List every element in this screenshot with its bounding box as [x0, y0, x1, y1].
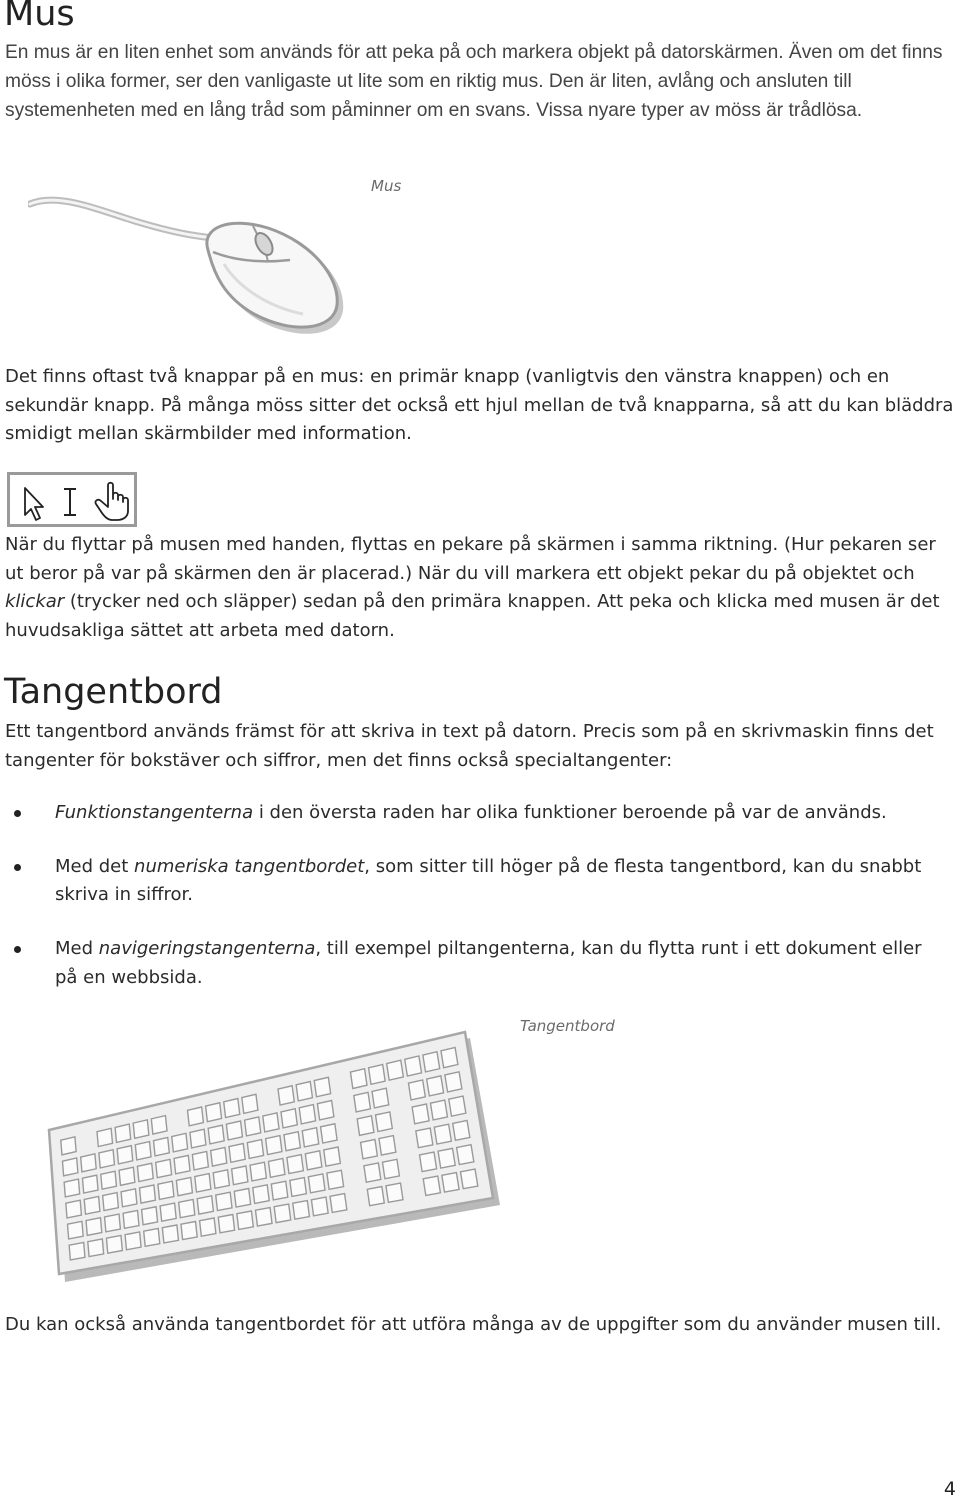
keyboard-key	[218, 1215, 234, 1233]
mouse-illustration	[28, 192, 358, 342]
keyboard-key	[423, 1176, 440, 1195]
keyboard-key	[208, 1125, 224, 1144]
keyboard-key	[330, 1194, 347, 1213]
keyboard-key	[405, 1056, 422, 1076]
list-item	[0, 935, 945, 992]
bullet-icon	[14, 946, 21, 953]
keyboard-key	[386, 1183, 403, 1202]
keyboard-key	[460, 1169, 477, 1189]
keyboard-key	[266, 1136, 282, 1155]
keyboard-key	[69, 1242, 85, 1259]
keyboard-key	[296, 1082, 312, 1101]
keyboard-key	[211, 1147, 227, 1166]
hand-pointer-icon	[95, 483, 128, 520]
keyboard-key	[287, 1155, 303, 1174]
keyboard-key	[434, 1124, 451, 1144]
keyboard-key	[197, 1196, 213, 1214]
keyboard-key	[305, 1151, 322, 1170]
keyboard-key	[133, 1120, 149, 1138]
keyboard-key	[123, 1210, 139, 1228]
keyboard-caption: Tangentbord	[520, 1017, 615, 1035]
para3-emphasis: klickar	[5, 591, 65, 613]
keyboard-key	[162, 1225, 178, 1243]
keyboard-key	[379, 1136, 396, 1155]
heading-tangentbord: Tangentbord	[4, 672, 223, 712]
keyboard-key	[369, 1064, 386, 1084]
bullet-text: , som sitter till höger på de flesta tangentbord, kan du snabbt skriva in siffror.	[55, 855, 922, 906]
keyboard-key	[416, 1128, 433, 1148]
keyboard-key	[311, 1197, 328, 1216]
keyboard-key	[192, 1151, 208, 1170]
keyboard-key	[408, 1080, 425, 1100]
keyboard-key	[121, 1189, 137, 1207]
text-select-ibeam-icon	[64, 489, 76, 515]
keyboard-key	[179, 1199, 195, 1217]
keyboard-key	[144, 1228, 160, 1246]
keyboard-key	[206, 1103, 222, 1122]
keyboard-key	[293, 1201, 310, 1220]
keyboard-key	[354, 1092, 371, 1112]
keyboard-key	[216, 1192, 232, 1210]
keyboard-key	[382, 1159, 399, 1178]
keyboard-key	[263, 1113, 279, 1132]
keyboard-key	[453, 1120, 470, 1140]
keyboard-key	[308, 1174, 325, 1193]
keyboard-key	[195, 1174, 211, 1192]
keyboard-key	[119, 1167, 135, 1185]
keyboard-key	[229, 1144, 245, 1163]
keyboard-key	[250, 1162, 266, 1181]
keyboard-key	[151, 1116, 167, 1135]
bullet-emphasis: Funktionstangenterna	[55, 802, 254, 823]
keyboard-key	[430, 1100, 447, 1120]
keyboard-key	[181, 1222, 197, 1240]
keyboard-key	[284, 1132, 300, 1151]
bullet-prefix: Med	[55, 938, 99, 960]
keyboard-key	[140, 1185, 156, 1203]
keyboard-key	[321, 1124, 338, 1143]
page-number: 4	[943, 1478, 956, 1500]
keyboard-key	[420, 1152, 437, 1172]
bullet-icon	[14, 810, 21, 817]
keyboard-key	[61, 1137, 76, 1155]
keyboard-key	[412, 1104, 429, 1124]
keyboard-key	[237, 1211, 253, 1229]
keyboard-key	[64, 1179, 80, 1197]
mus-intro-paragraph: En mus är en liten enhet som används för att peka på och markera objekt på datorskärmen. Även om det finns möss i olika former, ser den vanligaste ut lite som en riktig mus. Den är liten, avlång och ansluten till systemenheten med en lång tråd som påminner om en svans. Vissa nyare typer av möss är trådlösa.	[5, 42, 943, 121]
keyboard-key	[457, 1145, 474, 1165]
keyboard-key	[361, 1139, 378, 1158]
keyboard-key	[441, 1047, 458, 1067]
keyboard-key	[317, 1101, 333, 1120]
list-item	[0, 799, 945, 828]
keyboard-key	[442, 1173, 459, 1193]
keyboard-key	[117, 1146, 133, 1164]
keyboard-key	[245, 1117, 261, 1136]
mus-buttons-paragraph: Det finns oftast två knappar på en mus: en primär knapp (vanligtvis den vänstra knappen) och en sekundär knapp. På många möss sitter det också ett hjul mellan de två knapparna, så att du kan bläddra smidigt mellan skärmbilder med information.	[5, 366, 954, 445]
para3-text-2: (trycker ned och släpper) sedan på den primära knappen. Att peka och klicka med musen är det huvudsakliga sättet att arbeta med datorn.	[5, 591, 940, 642]
keyboard-key	[234, 1189, 250, 1208]
keyboard-key	[160, 1203, 176, 1221]
keyboard-key	[350, 1069, 367, 1089]
pointer-examples-box	[7, 472, 137, 527]
keyboard-key	[142, 1207, 158, 1225]
keyboard-key	[290, 1178, 307, 1197]
keyboard-key	[158, 1181, 174, 1199]
keyboard-key	[213, 1170, 229, 1189]
keyboard-illustration	[25, 1030, 505, 1285]
keyboard-key	[324, 1147, 341, 1166]
keyboard-key	[278, 1086, 294, 1105]
keyboard-key	[387, 1060, 404, 1080]
keyboard-key	[81, 1154, 97, 1172]
keyboard-key	[115, 1124, 131, 1142]
keyboard-key	[62, 1158, 77, 1176]
para3-text-1: När du flyttar på musen med handen, flyttas en pekare på skärmen i samma riktning. (Hur pekaren ser ut beror på var på skärmen den är placerad.) När du vill markera ett objekt pekar du på objektet och	[5, 534, 936, 584]
keyboard-key	[376, 1112, 393, 1132]
keyboard-key	[427, 1076, 444, 1096]
keyboard-key	[176, 1177, 192, 1195]
list-item	[0, 853, 945, 910]
keyboard-key	[82, 1175, 98, 1193]
keyboard-key	[449, 1096, 466, 1116]
keyboard-key	[357, 1116, 374, 1135]
keyboard-key	[97, 1128, 113, 1146]
keyboard-key	[253, 1185, 269, 1204]
arrow-pointer-icon	[25, 488, 43, 520]
bullet-emphasis: numeriska tangentbordet	[134, 855, 365, 877]
keyboard-key	[367, 1187, 384, 1206]
keyboard-key	[247, 1140, 263, 1159]
keyboard-key	[445, 1072, 462, 1092]
bullet-icon	[14, 864, 21, 871]
keyboard-key	[86, 1218, 102, 1236]
bullet-text: , till exempel piltangenterna, kan du flytta runt i ett dokument eller på en webbsida.	[55, 938, 922, 988]
keyboard-key	[137, 1163, 153, 1181]
keyboard-key	[281, 1109, 297, 1128]
keyboard-key	[190, 1129, 206, 1148]
pointer-icons-group	[10, 475, 134, 524]
keyboard-key	[274, 1204, 291, 1223]
keyboard-key	[299, 1105, 315, 1124]
keyboard-key	[438, 1148, 455, 1168]
keyboard-key	[103, 1193, 119, 1211]
keyboard-key	[84, 1196, 100, 1214]
bullet-emphasis: navigeringstangenterna	[98, 938, 316, 960]
keyboard-key	[372, 1088, 389, 1108]
keyboard-key	[314, 1077, 330, 1097]
tangentbord-intro-paragraph: Ett tangentbord används främst för att skriva in text på datorn. Precis som på en skrivmaskin finns det tangenter för bokstäver och siffror, men det finns också specialtangenter:	[5, 721, 934, 771]
keyboard-key	[99, 1150, 115, 1168]
keyboard-key	[200, 1218, 216, 1236]
keyboard-key	[364, 1163, 381, 1182]
tangentbord-outro-paragraph: Du kan också använda tangentbordet för att utföra många av de uppgifter som du använder musen till.	[5, 1314, 942, 1335]
keyboard-key	[67, 1221, 83, 1239]
keyboard-key	[242, 1094, 258, 1113]
keyboard-key	[226, 1121, 242, 1140]
keyboard-key	[172, 1133, 188, 1152]
keyboard-key	[125, 1232, 141, 1250]
keyboard-key	[224, 1099, 240, 1118]
keyboard-key	[327, 1170, 344, 1189]
mus-pointer-paragraph	[5, 531, 955, 646]
keyboard-key	[188, 1107, 204, 1126]
bullet-text: i den översta raden har olika funktioner beroende på var de används.	[253, 802, 887, 823]
keyboard-key	[154, 1137, 170, 1155]
keyboard-key	[88, 1239, 104, 1257]
key-types-list	[0, 799, 960, 993]
keyboard-key	[106, 1235, 122, 1253]
keyboard-key	[302, 1128, 318, 1147]
keyboard-key	[423, 1052, 440, 1072]
keyboard-key	[271, 1181, 287, 1200]
keyboard-key	[101, 1171, 117, 1189]
keyboard-key	[135, 1142, 151, 1160]
heading-mus: Mus	[4, 0, 75, 34]
keyboard-key	[256, 1208, 273, 1226]
keyboard-key	[268, 1158, 284, 1177]
keyboard-key	[105, 1214, 121, 1232]
keyboard-key	[174, 1155, 190, 1173]
keyboard-key	[156, 1159, 172, 1177]
mouse-caption: Mus	[371, 177, 402, 195]
bullet-prefix: Med det	[55, 855, 135, 877]
keyboard-key	[232, 1166, 248, 1185]
keyboard-key	[66, 1200, 82, 1218]
